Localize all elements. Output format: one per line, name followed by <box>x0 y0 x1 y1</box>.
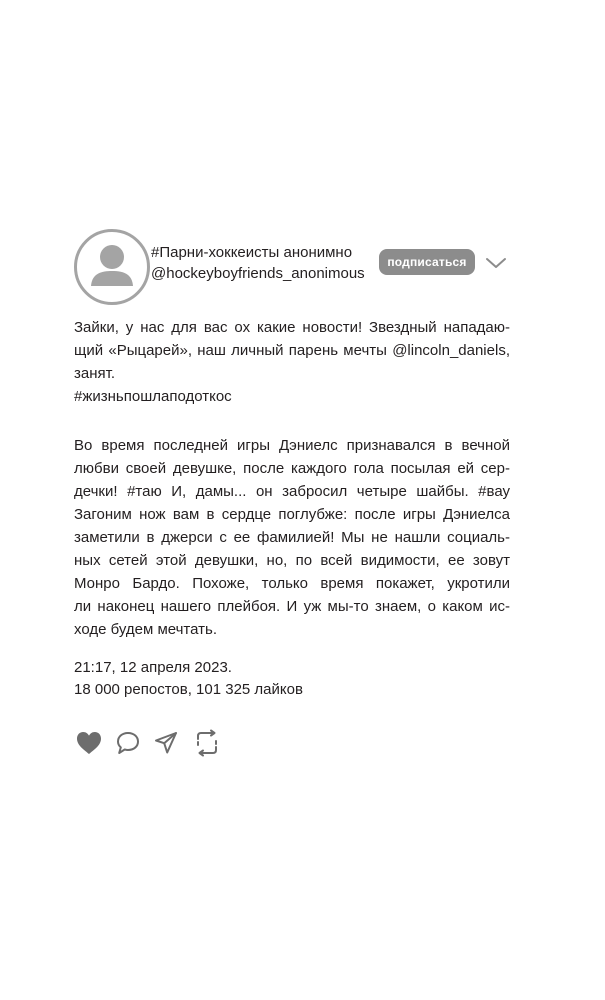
post-timestamp: 21:17, 12 апреля 2023. <box>74 659 232 676</box>
post-actions <box>74 729 510 757</box>
chevron-down-icon[interactable] <box>484 253 508 273</box>
user-silhouette-icon <box>77 232 147 302</box>
post-body-line: заметили в джерси с ее фамилией! Мы не нашли социаль- <box>74 529 510 546</box>
comment-bubble-icon[interactable] <box>114 729 142 757</box>
post-body-line: дечки! #таю И, дамы... он забросил четыре шайбы. #вау <box>74 483 510 500</box>
account-info <box>151 242 381 284</box>
post-body-line: ных сетей этой девушки, но, по всей видимости, ее зовут <box>74 552 510 569</box>
paper-plane-icon[interactable] <box>152 729 180 757</box>
post-header <box>74 226 510 304</box>
account-handle[interactable]: @hockeyboyfriends_anonimous <box>151 265 365 282</box>
post-body-line: ходе будем мечтать. <box>74 621 217 638</box>
repost-icon[interactable] <box>190 729 224 757</box>
post-body-line: Во время последней игры Дэниелс признавался в вечной <box>74 437 510 454</box>
heart-icon[interactable] <box>74 729 104 757</box>
post-meta <box>74 657 510 701</box>
post-body-line: Монро Бардо. Похоже, только время покажет, укротили <box>74 575 510 592</box>
post-body-line: любви своей девушке, после каждого гола посылая ей сер- <box>74 460 510 477</box>
post-card <box>74 226 510 757</box>
avatar[interactable] <box>74 229 150 305</box>
post-intro <box>74 316 510 408</box>
post-intro-line: Зайки, у нас для вас ох какие новости! Звездный нападаю- <box>74 319 510 336</box>
post-hashtag[interactable]: #жизньпошлаподоткос <box>74 388 232 405</box>
post-body-line: ли наконец нашего плейбоя. И уж мы-то знаем, о каком ис- <box>74 598 510 615</box>
post-intro-line: щий «Рыцарей», наш личный парень мечты @lincoln_daniels, <box>74 342 510 359</box>
post-stats: 18 000 репостов, 101 325 лайков <box>74 681 303 698</box>
post-body-line: Загоним нож вам в сердце поглубже: после игры Дэниелса <box>74 506 510 523</box>
post-intro-line: занят. <box>74 365 116 382</box>
subscribe-button[interactable]: подписаться <box>379 249 475 275</box>
account-name[interactable]: #Парни-хоккеисты анонимно <box>151 244 353 261</box>
post-body <box>74 434 510 641</box>
